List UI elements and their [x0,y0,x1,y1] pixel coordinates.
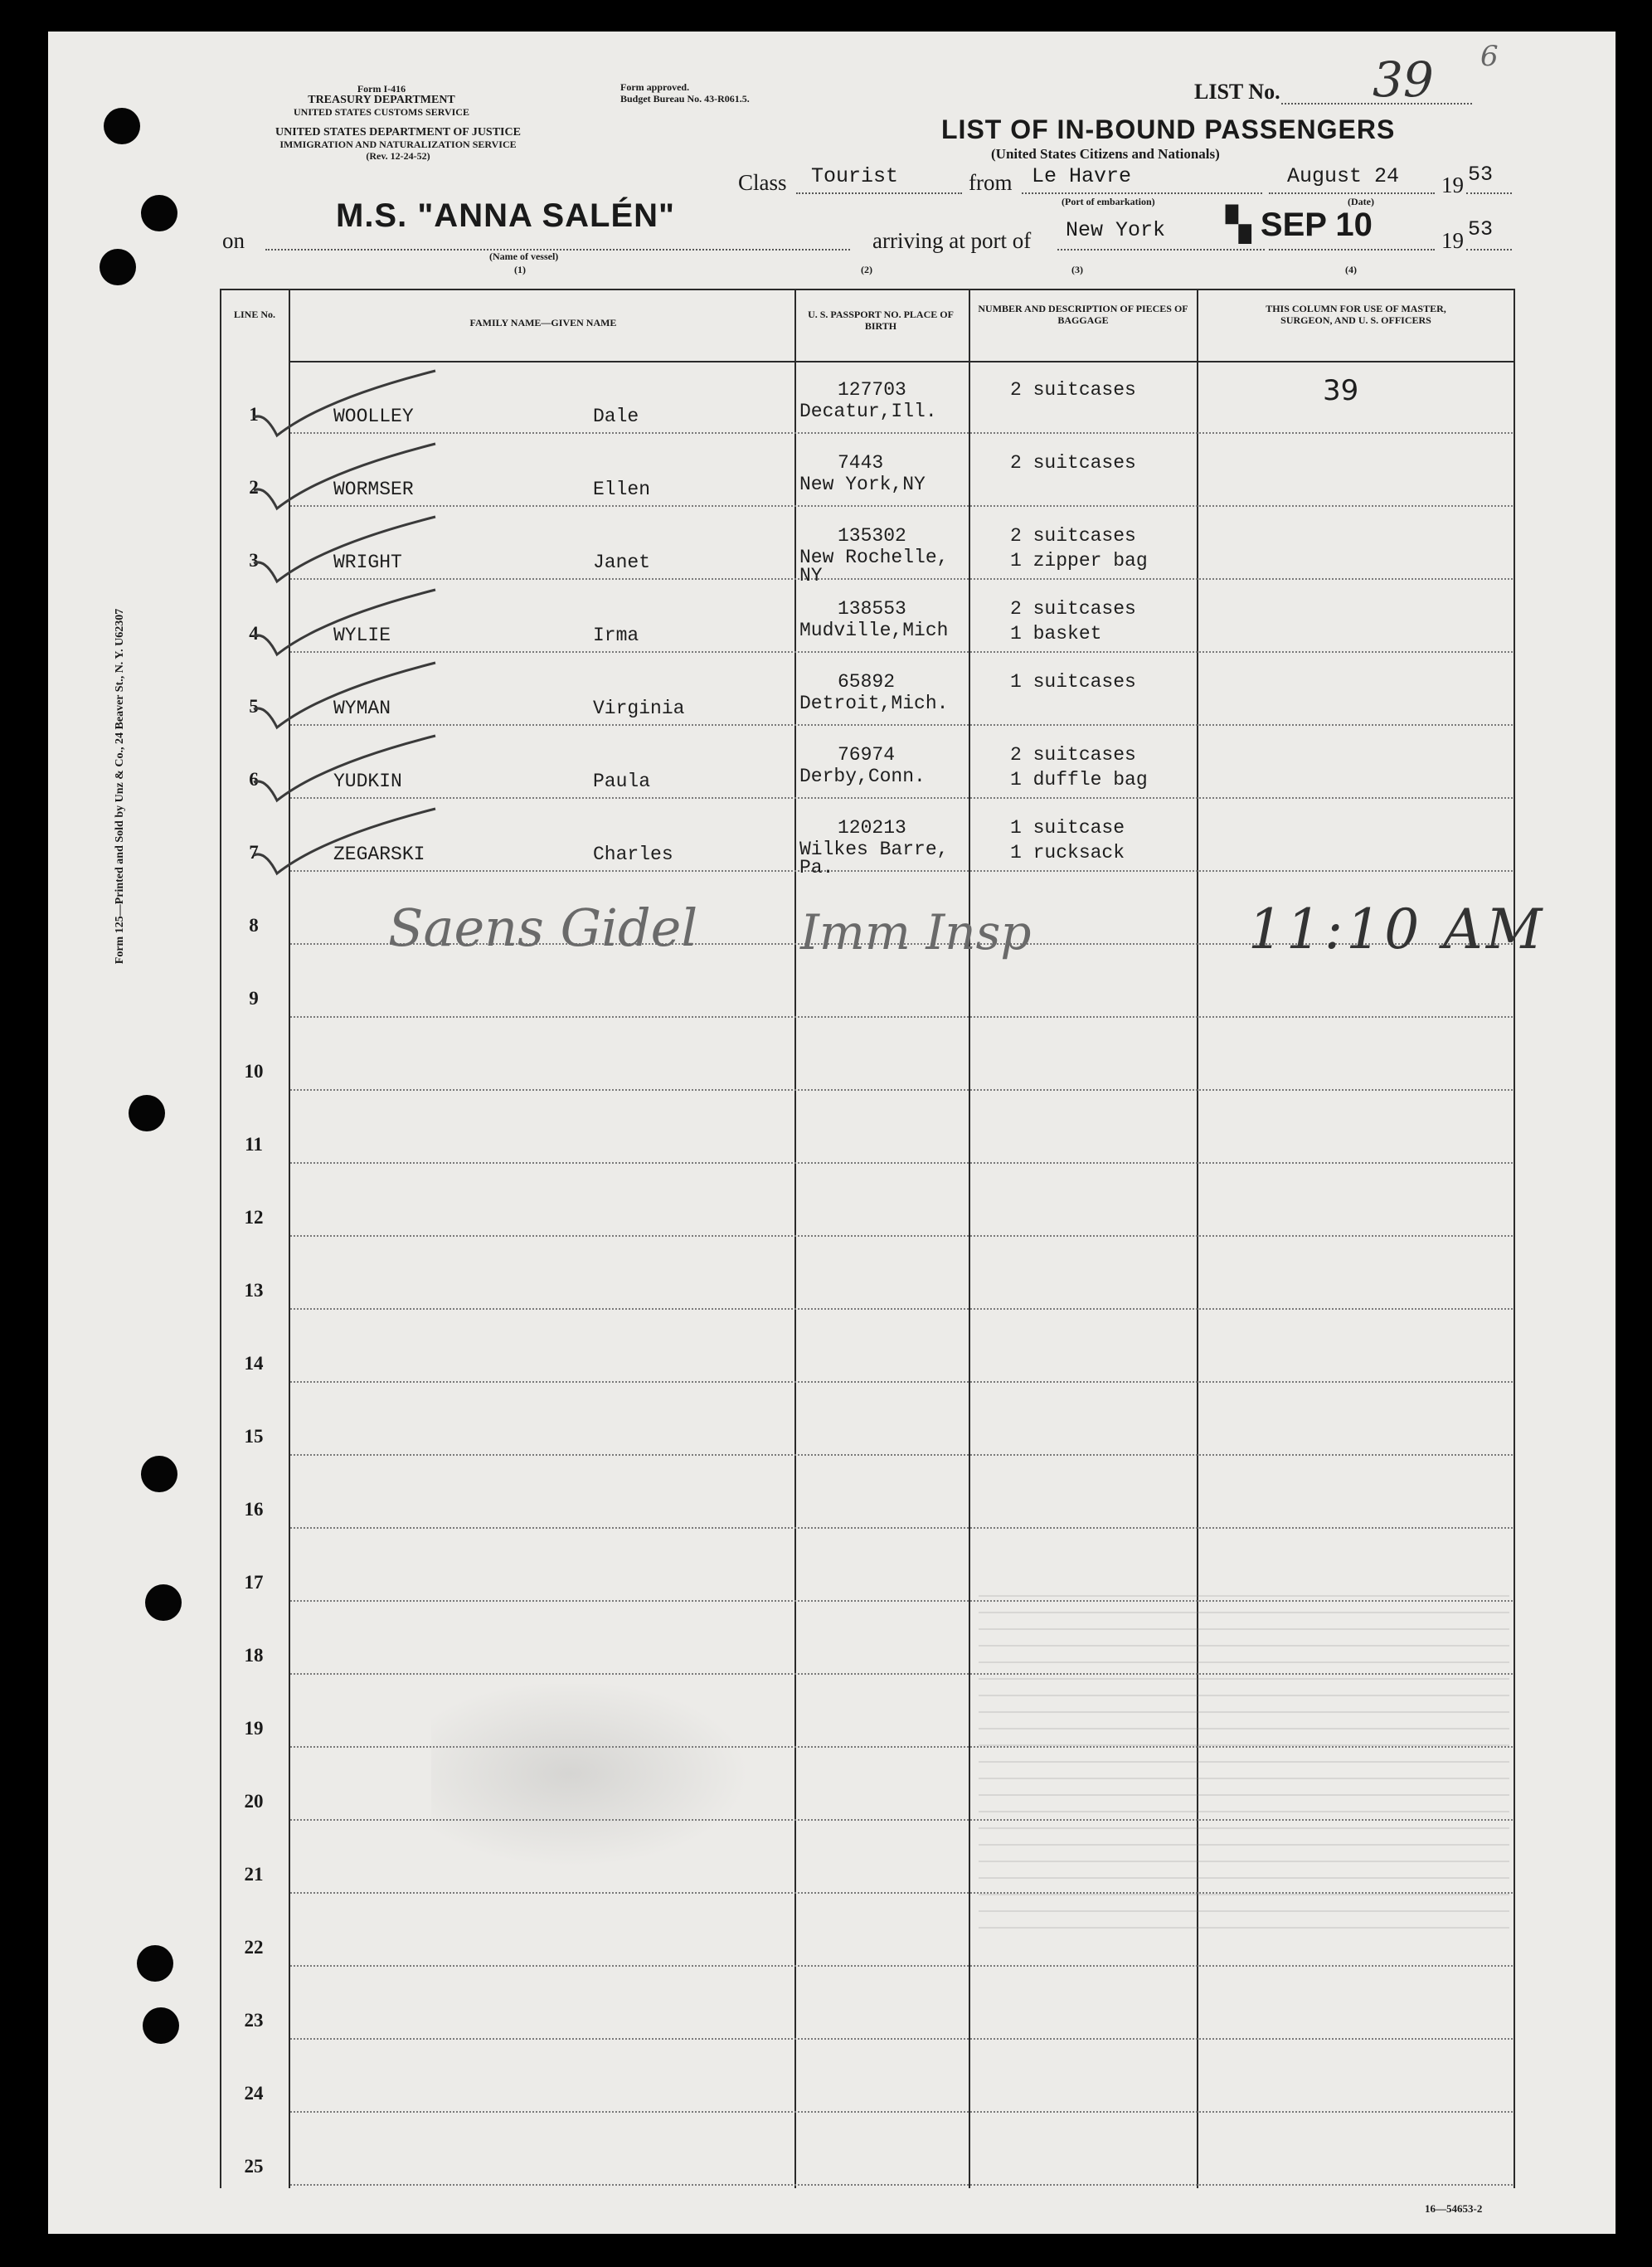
given-name: Paula [593,771,651,792]
col-border-6 [1514,289,1515,2188]
baggage-item: 1 suitcase [1010,817,1125,839]
col-header-name: FAMILY NAME—GIVEN NAME [469,317,617,328]
given-name: Charles [593,844,673,865]
row-rule [290,1454,1513,1456]
baggage-item: 2 suitcases [1010,744,1136,766]
col-border-1 [220,289,221,2188]
row-rule [290,1308,1513,1310]
row-rule [290,2111,1513,2113]
arrival-stamp-text: SEP 10 [1260,207,1373,243]
form-number-block [249,83,514,118]
binder-hole [143,2007,179,2044]
revision-date: (Rev. 12-24-52) [366,150,430,162]
row-rule [290,797,1513,799]
corner-mark: 6 [1480,40,1499,73]
line-number: 18 [244,1645,264,1666]
line-number: 21 [244,1864,264,1885]
page-title: LIST OF IN-BOUND PASSENGERS [941,114,1396,144]
vessel-name: M.S. "ANNA SALÉN" [336,197,676,234]
binder-hole [100,249,136,285]
place-of-birth: New York,NY [799,474,926,495]
approval-block [620,81,750,105]
binder-hole [141,1456,177,1492]
line-number: 25 [244,2156,264,2177]
row-rule [290,1016,1513,1018]
line-number: 16 [244,1499,264,1520]
line-number: 24 [244,2083,264,2104]
class-value: Tourist [811,164,899,188]
baggage-item: 1 basket [1010,623,1102,645]
port-line [1057,249,1265,251]
row-rule [290,505,1513,507]
row-rule [290,1089,1513,1091]
line-number: 14 [244,1353,264,1374]
form-approved: Form approved. [620,81,690,93]
customs-service: UNITED STATES CUSTOMS SERVICE [294,106,469,118]
given-name: Janet [593,552,651,573]
line-number: 15 [244,1426,264,1447]
form-number: Form I-416 [357,83,406,95]
justice-block [216,127,581,162]
port-value: New York [1066,218,1166,242]
ins-service: IMMIGRATION AND NATURALIZATION SERVICE [279,139,517,150]
col-header-officers: THIS COLUMN FOR USE OF MASTER, SURGEON, AND U. S. OFFICERS [1266,303,1446,326]
row-rule [290,724,1513,726]
line-number: 5 [249,696,259,717]
date-caption: (Date) [1348,196,1374,207]
row-rule [290,1527,1513,1529]
class-line [796,192,962,194]
line-number: 6 [249,769,259,790]
baggage-item: 1 rucksack [1010,842,1125,864]
line-number: 1 [249,404,259,425]
family-name: WRIGHT [333,552,402,573]
binder-hole [137,1945,173,1982]
line-number: 7 [249,842,259,863]
passport-number: 65892 [838,671,896,693]
place-of-birth: New Rochelle, NY [799,547,949,586]
row-rule [290,1235,1513,1237]
family-name: YUDKIN [333,771,402,792]
row-rule [290,1381,1513,1383]
col-border-4 [969,289,970,2188]
place-of-birth: Derby,Conn. [799,766,926,787]
family-name: WOOLLEY [333,406,414,427]
baggage-item: 2 suitcases [1010,379,1136,401]
vessel-caption: (Name of vessel) [489,251,559,262]
line-number: 2 [249,477,259,498]
family-name: WYMAN [333,698,391,719]
col-header-line-no: LINE No. [233,309,275,320]
arrival-year-line [1466,249,1512,251]
col-num-4: (4) [1345,264,1357,275]
year-value: 53 [1468,163,1494,187]
arriving-label: arriving at port of [872,228,1032,253]
place-of-birth: Detroit,Mich. [799,693,949,714]
binder-hole [129,1095,165,1131]
inspector-role: Imm Insp [800,904,1032,961]
page-subtitle: (United States Citizens and Nationals) [991,146,1220,162]
row-rule [290,2038,1513,2040]
row-rule [290,432,1513,434]
binder-hole [141,195,177,231]
baggage-item: 1 duffle bag [1010,769,1148,791]
line-number: 23 [244,2010,264,2031]
baggage-item: 2 suitcases [1010,525,1136,547]
from-value: Le Havre [1032,164,1132,188]
col-border-3 [794,289,796,2188]
year-prefix: 19 [1441,173,1464,197]
arrival-date-line [1269,249,1435,251]
bleed-through-signature [431,1684,780,1883]
table-top-border [220,289,1514,290]
arrival-year: 53 [1468,217,1494,241]
passport-number: 127703 [838,379,906,401]
printer-side-text: Form 125—Printed and Sold by Unz & Co., 24 Beaver St., N. Y. U62307 [114,608,126,965]
line-number: 11 [245,1134,263,1155]
line-number: 9 [249,988,259,1009]
binder-hole [104,108,140,144]
family-name: WYLIE [333,625,391,646]
row-rule [290,651,1513,653]
col-num-3: (3) [1071,264,1083,275]
line-number: 12 [244,1207,264,1228]
place-of-birth: Decatur,Ill. [799,401,937,422]
justice-dept: UNITED STATES DEPARTMENT OF JUSTICE [275,126,521,139]
col-num-1: (1) [514,264,526,275]
year-line [1466,192,1512,194]
row-rule [290,2184,1513,2186]
baggage-item: 1 suitcases [1010,671,1136,693]
bleed-through-text [979,1580,1509,1929]
line-number: 19 [244,1718,264,1739]
passport-number: 135302 [838,525,906,547]
passport-number: 138553 [838,598,906,620]
list-no-value: 39 [1373,51,1434,108]
inspection-time: 11:10 AM [1248,898,1546,961]
given-name: Ellen [593,479,651,500]
col-header-baggage: NUMBER AND DESCRIPTION OF PIECES OF BAGGAGE [978,303,1188,326]
given-name: Dale [593,406,639,427]
inspector-signature: Saens Gidel [388,898,698,958]
family-name: WORMSER [333,479,414,500]
arrival-stamp [1226,206,1373,244]
line-number: 17 [244,1572,264,1593]
date-line [1269,192,1435,194]
place-of-birth: Mudville,Mich [799,620,949,641]
from-line [1022,192,1262,194]
treasury-dept: TREASURY DEPARTMENT [308,94,455,106]
check-mark-icon [249,804,448,895]
on-label: on [222,228,245,253]
passport-number: 7443 [838,452,884,474]
embark-caption: (Port of embarkation) [1062,196,1155,207]
row-rule [290,1965,1513,1967]
line-number: 3 [249,550,259,571]
given-name: Irma [593,625,639,646]
header-bottom-border [289,361,1514,362]
passport-number: 76974 [838,744,896,766]
line-number: 22 [244,1937,264,1958]
class-label: Class [738,170,787,195]
line-number: 4 [249,623,259,644]
row-rule [290,1162,1513,1164]
footer-code: 16—54653-2 [1425,2202,1483,2215]
line-number: 20 [244,1791,264,1812]
given-name: Virginia [593,698,685,719]
from-label: from [969,170,1013,195]
line-number: 10 [244,1061,264,1082]
officer-note: 39 [1323,374,1359,407]
col-header-passport: U. S. PASSPORT NO. PLACE OF BIRTH [808,309,954,332]
col-num-2: (2) [861,264,872,275]
place-of-birth: Wilkes Barre, Pa. [799,839,949,878]
baggage-item: 2 suitcases [1010,452,1136,474]
date-value: August 24 [1287,164,1400,188]
budget-bureau: Budget Bureau No. 43-R061.5. [620,93,750,105]
line-number: 13 [244,1280,264,1301]
binder-hole [145,1584,182,1621]
stamp-mark: ▚ [1226,206,1251,244]
passport-number: 120213 [838,817,906,839]
family-name: ZEGARSKI [333,844,425,865]
baggage-item: 2 suitcases [1010,598,1136,620]
baggage-item: 1 zipper bag [1010,550,1148,572]
list-no-label: LIST No. [1194,80,1280,104]
arrival-year-prefix: 19 [1441,228,1464,253]
line-number: 8 [249,915,259,936]
